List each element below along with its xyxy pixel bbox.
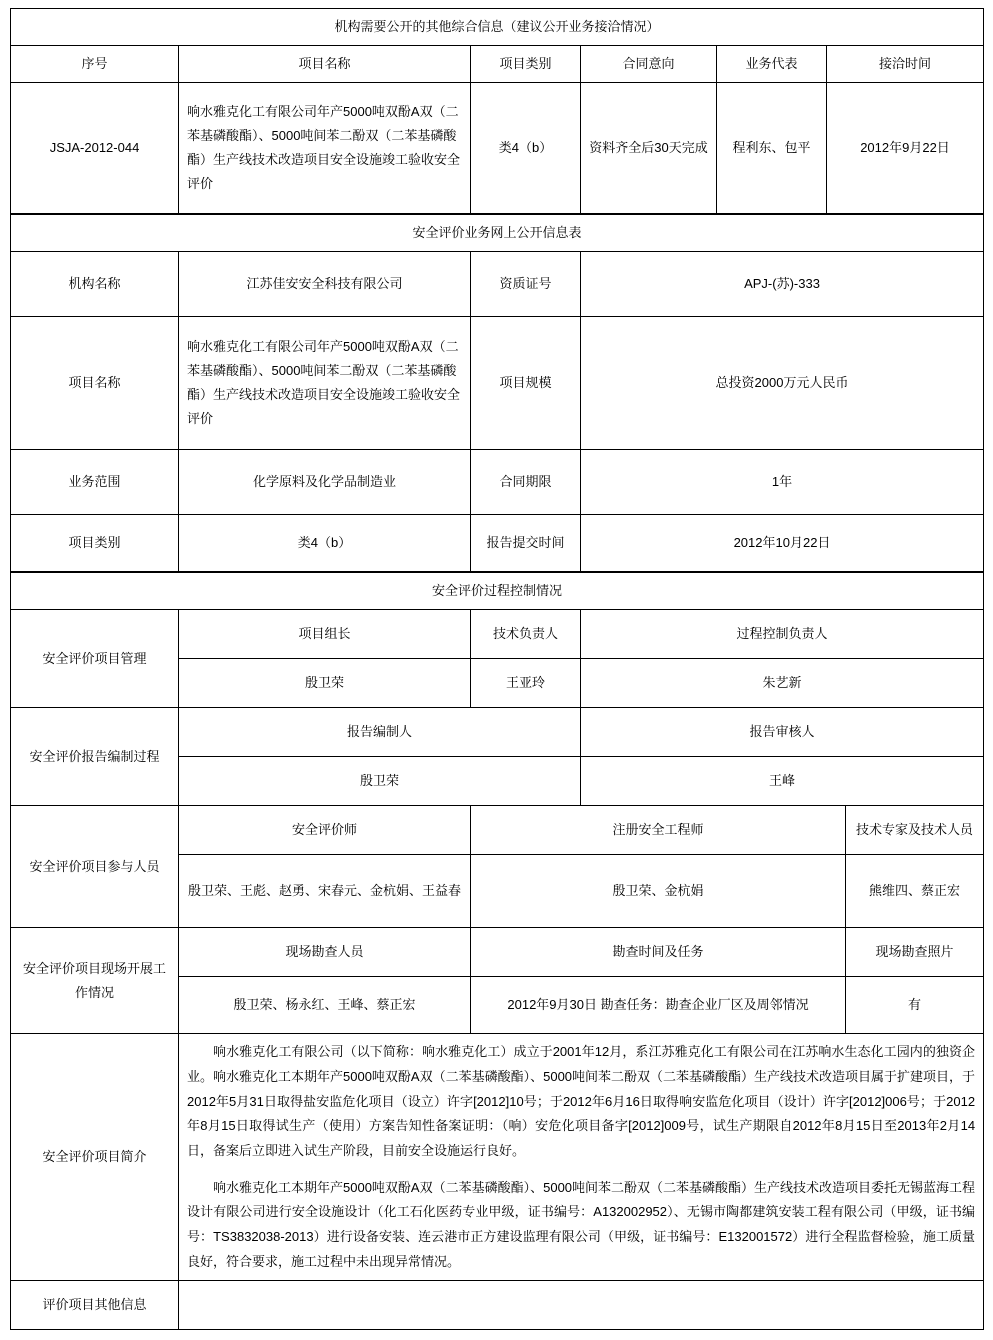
value-tech-experts: 熊维四、蔡正宏: [846, 855, 984, 928]
header-no: 序号: [11, 46, 179, 83]
header-project-category: 项目类别: [471, 46, 581, 83]
cell-contract-intent: 资料齐全后30天完成: [581, 83, 717, 214]
table-row: [11, 610, 984, 659]
value-org-name: 江苏佳安安全科技有限公司: [179, 252, 471, 317]
intro-paragraph-2: 响水雅克化工本期年产5000吨双酚A双（二苯基磷酸酯）、5000吨间苯二酚双（二苯基磷酸酯）生产线技术改造项目委托无锡蓝海工程设计有限公司进行安全设施设计（化工石化医药专业甲级，证书编号：A132002952）、无锡市陶都建筑安装工程有限公司（甲级，证书编号：TS3832038-2013）进行设备安装、连云港市正方建设监理有限公司（甲级，证书编号：E132001572）进行全程监督检验，施工质量良好，符合要求，施工过程中未出现异常情况。: [187, 1179, 976, 1269]
cell-business-rep: 程利东、包平: [717, 83, 827, 214]
cell-contact-time: 2012年9月22日: [827, 83, 984, 214]
header-business-rep: 业务代表: [717, 46, 827, 83]
value-report-reviewer: 王峰: [581, 757, 984, 806]
label-site-work: 安全评价项目现场开展工作情况: [11, 928, 179, 1034]
section1-header-row: [11, 46, 984, 83]
table-row: [11, 252, 984, 317]
header-registered-engineer: 注册安全工程师: [471, 806, 846, 855]
header-report-author: 报告编制人: [179, 708, 581, 757]
label-business-scope: 业务范围: [11, 450, 179, 515]
section1-banner-row: [11, 9, 984, 46]
value-business-scope: 化学原料及化学品制造业: [179, 450, 471, 515]
value-project-category: 类4（b）: [179, 515, 471, 572]
header-survey-time-task: 勘查时间及任务: [471, 928, 846, 977]
table-row: [11, 450, 984, 515]
header-report-reviewer: 报告审核人: [581, 708, 984, 757]
value-registered-engineer: 殷卫荣、金杭娟: [471, 855, 846, 928]
intro-paragraph-1: 响水雅克化工有限公司（以下简称：响水雅克化工）成立于2001年12月，系江苏雅克化工有限公司在江苏响水生态化工园内的独资企业。响水雅克化工本期年产5000吨双酚A双（二苯基磷酸酯）、5000吨间苯二酚双（二苯基磷酸酯）生产线技术改造项目属于扩建项目，于2012年5月31日取得盐安监危化项目（设立）许字[2012]10号；于2012年6月16日取得响安监危化项目（设计）许字[2012]006号；于2012年8月15日取得试生产（使用）方案告知性备案证明：（响）安危化项目备字[2012]009号，试生产期限自2012年8月15日至2013年2月14日，备案后立即进入试生产阶段，目前安全设施运行良好。: [187, 1044, 976, 1158]
label-license-no: 资质证号: [471, 252, 581, 317]
table-row: [11, 317, 984, 450]
section2-banner: 安全评价业务网上公开信息表: [11, 215, 984, 252]
section3-banner-row: [11, 573, 984, 610]
value-contract-term: 1年: [581, 450, 984, 515]
label-project-category: 项目类别: [11, 515, 179, 572]
value-survey-staff: 殷卫荣、杨永红、王峰、蔡正宏: [179, 977, 471, 1034]
table-row: [11, 83, 984, 214]
value-process-control-lead: 朱艺新: [581, 659, 984, 708]
value-report-time: 2012年10月22日: [581, 515, 984, 572]
label-other-info: 评价项目其他信息: [11, 1281, 179, 1330]
header-tech-experts: 技术专家及技术人员: [846, 806, 984, 855]
value-survey-photo: 有: [846, 977, 984, 1034]
label-project-intro: 安全评价项目简介: [11, 1034, 179, 1281]
label-contract-term: 合同期限: [471, 450, 581, 515]
value-project-intro: [179, 1034, 984, 1281]
table-row: [11, 1034, 984, 1281]
section3-banner: 安全评价过程控制情况: [11, 573, 984, 610]
cell-project-category: 类4（b）: [471, 83, 581, 214]
label-report-time: 报告提交时间: [471, 515, 581, 572]
cell-project-name: 响水雅克化工有限公司年产5000吨双酚A双（二苯基磷酸酯）、5000吨间苯二酚双（二苯基磷酸酯）生产线技术改造项目安全设施竣工验收安全评价: [179, 83, 471, 214]
table-row: [11, 928, 984, 977]
table-row: [11, 515, 984, 572]
label-project-management: 安全评价项目管理: [11, 610, 179, 708]
value-license-no: APJ-(苏)-333: [581, 252, 984, 317]
label-project-scale: 项目规模: [471, 317, 581, 450]
header-survey-staff: 现场勘查人员: [179, 928, 471, 977]
table-row: [11, 708, 984, 757]
value-report-author: 殷卫荣: [179, 757, 581, 806]
section2-banner-row: [11, 215, 984, 252]
header-contact-time: 接洽时间: [827, 46, 984, 83]
header-tech-lead: 技术负责人: [471, 610, 581, 659]
value-safety-assessor: 殷卫荣、王彪、赵勇、宋春元、金杭娟、王益春: [179, 855, 471, 928]
table-row: [11, 1281, 984, 1330]
section1-banner: 机构需要公开的其他综合信息（建议公开业务接洽情况）: [11, 9, 984, 46]
section3-table: [10, 572, 984, 1330]
section1-table: [10, 8, 984, 214]
header-safety-assessor: 安全评价师: [179, 806, 471, 855]
label-org-name: 机构名称: [11, 252, 179, 317]
value-team-leader: 殷卫荣: [179, 659, 471, 708]
table-row: [11, 806, 984, 855]
section2-table: [10, 214, 984, 572]
header-process-control-lead: 过程控制负责人: [581, 610, 984, 659]
value-project-name: 响水雅克化工有限公司年产5000吨双酚A双（二苯基磷酸酯）、5000吨间苯二酚双（二苯基磷酸酯）生产线技术改造项目安全设施竣工验收安全评价: [179, 317, 471, 450]
header-survey-photo: 现场勘查照片: [846, 928, 984, 977]
label-report-process: 安全评价报告编制过程: [11, 708, 179, 806]
label-participants: 安全评价项目参与人员: [11, 806, 179, 928]
header-contract-intent: 合同意向: [581, 46, 717, 83]
header-team-leader: 项目组长: [179, 610, 471, 659]
value-survey-time-task: 2012年9月30日 勘查任务：勘查企业厂区及周邻情况: [471, 977, 846, 1034]
value-tech-lead: 王亚玲: [471, 659, 581, 708]
header-project-name: 项目名称: [179, 46, 471, 83]
label-project-name: 项目名称: [11, 317, 179, 450]
value-project-scale: 总投资2000万元人民币: [581, 317, 984, 450]
value-other-info: [179, 1281, 984, 1330]
cell-no: JSJA-2012-044: [11, 83, 179, 214]
